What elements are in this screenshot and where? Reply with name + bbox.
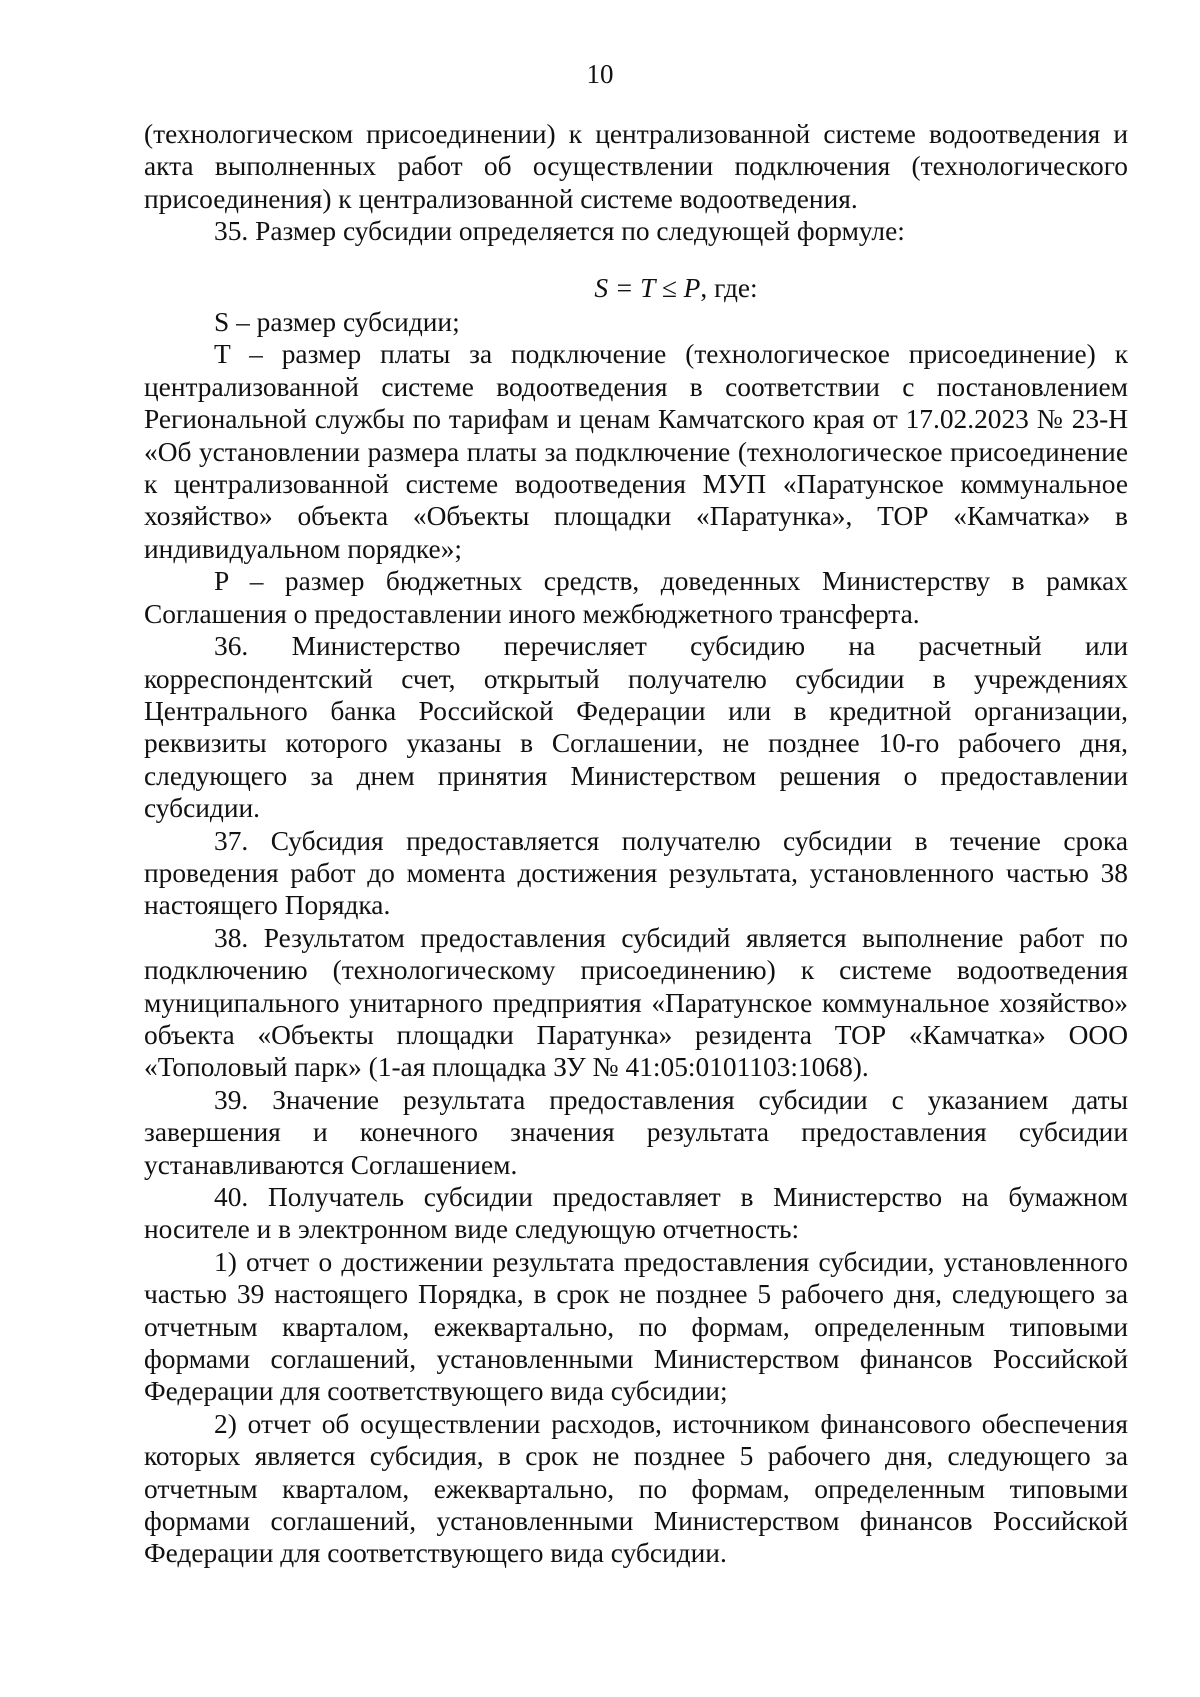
formula-suffix: , где:	[700, 272, 758, 303]
definition-s: S – размер субсидии;	[214, 307, 460, 338]
formula-math: S = T ≤ P	[594, 272, 701, 303]
paragraph-40-item-1: 1) отчет о достижении результата предоставления субсидии, установленного частью 39 настоящего Порядка, в срок не позднее 5 рабочего дня, следующего за отчетным кварталом, ежеквартально, по формам, определенным типовыми формами соглашений, установленными Министерством финансов Российской Федерации для соответствующего вида субсидии;	[144, 1246, 1128, 1407]
page-number: 10	[586, 59, 614, 89]
definition-p: P – размер бюджетных средств, доведенных Министерству в рамках Соглашения о предоставлении иного межбюджетного трансферта.	[144, 566, 1128, 629]
paragraph-40-item-2: 2) отчет об осуществлении расходов, источником финансового обеспечения которых является субсидия, в срок не позднее 5 рабочего дня, следующего за отчетным кварталом, ежеквартально, по формам, определенным типовыми формами соглашений, установленными Министерством финансов Российской Федерации для соответствующего вида субсидии.	[144, 1408, 1128, 1569]
document-body	[144, 118, 1128, 1570]
paragraph-38: 38. Результатом предоставления субсидий является выполнение работ по подключению (технологическому присоединению) к системе водоотведения муниципального унитарного предприятия «Паратунское коммунальное хозяйство» объекта «Объекты площадки Паратунка» резидента ТОР «Камчатка» ООО «Тополовый парк» (1-ая площадка ЗУ № 41:05:0101103:1068).	[144, 922, 1128, 1083]
paragraph-39: 39. Значение результата предоставления субсидии с указанием даты завершения и конечного значения результата предоставления субсидии устанавливаются Соглашением.	[144, 1084, 1128, 1180]
paragraph-40: 40. Получатель субсидии предоставляет в Министерство на бумажном носителе и в электронном виде следующую отчетность:	[144, 1182, 1128, 1245]
paragraph-continuation: (технологическом присоединении) к централизованной системе водоотведения и акта выполненных работ об осуществлении подключения (технологического присоединения) к централизованной системе водоотведения.	[144, 119, 1128, 214]
paragraph-36: 36. Министерство перечисляет субсидию на расчетный или корреспондентский счет, открытый получателю субсидии в учреждениях Центрального банка Российской Федерации или в кредитной организации, реквизиты которого указаны в Соглашении, не позднее 10-го рабочего дня, следующего за днем принятия Министерством решения о предоставлении субсидии.	[144, 631, 1128, 824]
definition-t: T – размер платы за подключение (технологическое присоединение) к централизованной системе водоотведения в соответствии с постановлением Региональной службы по тарифам и ценам Камчатского края от 17.02.2023 № 23-Н «Об установлении размера платы за подключение (технологическое присоединение к централизованной системе водоотведения МУП «Паратунское коммунальное хозяйство» объекта «Объекты площадки «Паратунка», ТОР «Камчатка» в индивидуальном порядке»;	[144, 339, 1128, 564]
paragraph-37: 37. Субсидия предоставляется получателю субсидии в течение срока проведения работ до момента достижения результата, установленного частью 38 настоящего Порядка.	[144, 825, 1128, 921]
paragraph-35: 35. Размер субсидии определяется по следующей формуле:	[214, 216, 905, 247]
formula	[144, 272, 1128, 304]
